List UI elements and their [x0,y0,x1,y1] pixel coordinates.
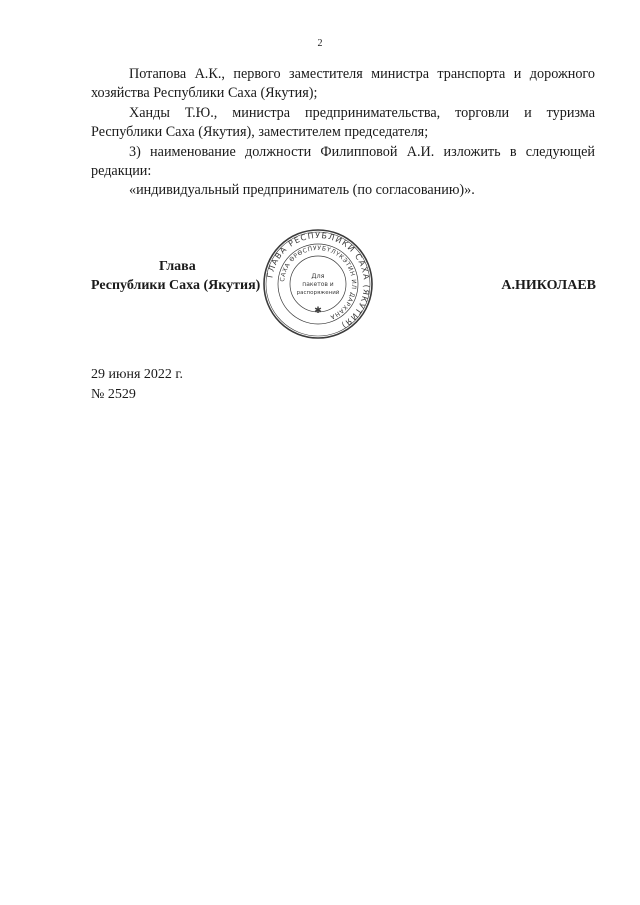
document-number: № 2529 [91,387,136,402]
seal-star-icon: ✱ [314,305,322,315]
seal-center-line: Для [311,272,325,280]
paragraph: Потапова А.К., первого заместителя министра транспорта и дорожного хозяйства Республики Саха (Якутия); [91,66,595,102]
document-body [91,65,595,201]
seal-outer-text: ГЛАВА РЕСПУБЛИКИ САХА (ЯКУТИЯ) [265,230,372,331]
paragraph: «индивидуальный предприниматель (по согласованию)». [129,182,475,199]
official-seal [262,228,374,340]
paragraph: Ханды Т.Ю., министра предпринимательства, торговли и туризма Республики Саха (Якутия), заместителем председателя; [91,104,595,141]
document-date: 29 июня 2022 г. [91,367,184,382]
seal-center-line: распоряжений [296,290,340,296]
signatory-name: А.НИКОЛАЕВ [501,278,596,293]
paragraph: 3) наименование должности Филипповой А.И. изложить в следующей редакции: [91,143,595,180]
signatory-organization: Республики Саха (Якутия) [91,278,261,293]
signatory-title: Глава [159,259,196,274]
seal-center-line: пакетов и [302,281,334,288]
page-number: 2 [317,38,323,49]
seal-inner-text: САХА ӨРӨСПУУБҮЛҮКЭТИН ИЛ ДАРХАНА [279,244,358,321]
